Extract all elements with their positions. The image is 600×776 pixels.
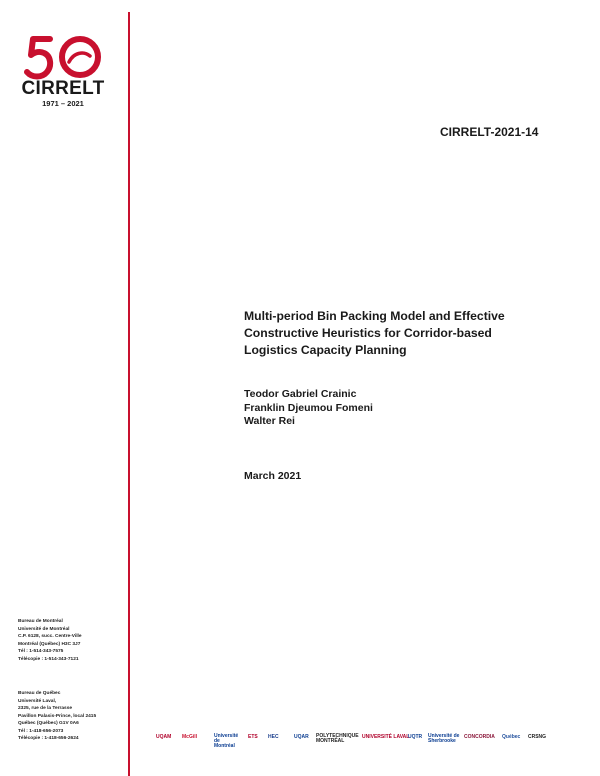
office-quebec xyxy=(18,690,96,743)
office-line: Québec (Québec) G1V 0A6 xyxy=(18,721,79,726)
office-line: C.P. 6128, succ. Centre-Ville xyxy=(18,634,82,639)
partner-logos-strip xyxy=(156,734,556,748)
office-heading: Bureau de Montréal xyxy=(18,619,63,624)
document-title xyxy=(244,308,564,359)
title-line: Logistics Capacity Planning xyxy=(244,343,407,357)
title-line: Constructive Heuristics for Corridor-based xyxy=(244,326,492,340)
office-line: Télécopie : 1-514-343-7121 xyxy=(18,656,79,662)
cirrelt-logo xyxy=(18,32,108,112)
title-line: Multi-period Bin Packing Model and Effective xyxy=(244,309,505,323)
office-montreal xyxy=(18,618,82,663)
partner-logo: CONCORDIA xyxy=(464,734,495,740)
partner-logo: ETS xyxy=(248,734,258,740)
office-line: 2325, rue de la Terrasse xyxy=(18,706,73,711)
office-line: Montréal (Québec) H3C 3J7 xyxy=(18,641,81,647)
office-line: Pavillon Palasis-Prince, local 2415 xyxy=(18,713,97,719)
partner-logo: UQTR xyxy=(408,734,423,740)
vertical-divider-line xyxy=(128,12,130,776)
author-list xyxy=(244,388,373,429)
partner-logo: McGill xyxy=(182,734,198,740)
office-line: Université Laval, xyxy=(18,698,57,704)
publication-date: March 2021 xyxy=(244,470,302,482)
logo-wordmark: CIRRELT xyxy=(21,78,105,99)
partner-logo: CRSNG xyxy=(528,734,547,740)
office-line: Université de Montréal xyxy=(18,626,70,632)
partner-logo: UNIVERSITÉ LAVAL xyxy=(362,734,410,740)
partner-logo: Université de Sherbrooke xyxy=(428,733,460,744)
office-line: Tél : 1-514-343-7575 xyxy=(18,649,64,654)
author-name: Teodor Gabriel Crainic xyxy=(244,388,357,400)
partner-logo: UQAR xyxy=(294,734,309,740)
author-name: Walter Rei xyxy=(244,415,295,427)
partner-logo: UQAM xyxy=(156,734,172,740)
office-heading: Bureau de Québec xyxy=(18,691,61,696)
partner-logo: POLYTECHNIQUE MONTRÉAL xyxy=(316,733,359,744)
partner-logo: Québec xyxy=(502,734,521,740)
logo-years: 1971 – 2021 xyxy=(42,99,84,108)
report-number: CIRRELT-2021-14 xyxy=(440,125,539,139)
office-line: Télécopie : 1-418-656-2624 xyxy=(18,736,79,741)
author-name: Franklin Djeumou Fomeni xyxy=(244,401,373,414)
partner-logo: HEC xyxy=(268,734,279,740)
office-line: Tél : 1-418-656-2073 xyxy=(18,728,64,734)
partner-logo: Université de Montréal xyxy=(214,733,239,749)
logo-50-mark xyxy=(24,34,104,80)
